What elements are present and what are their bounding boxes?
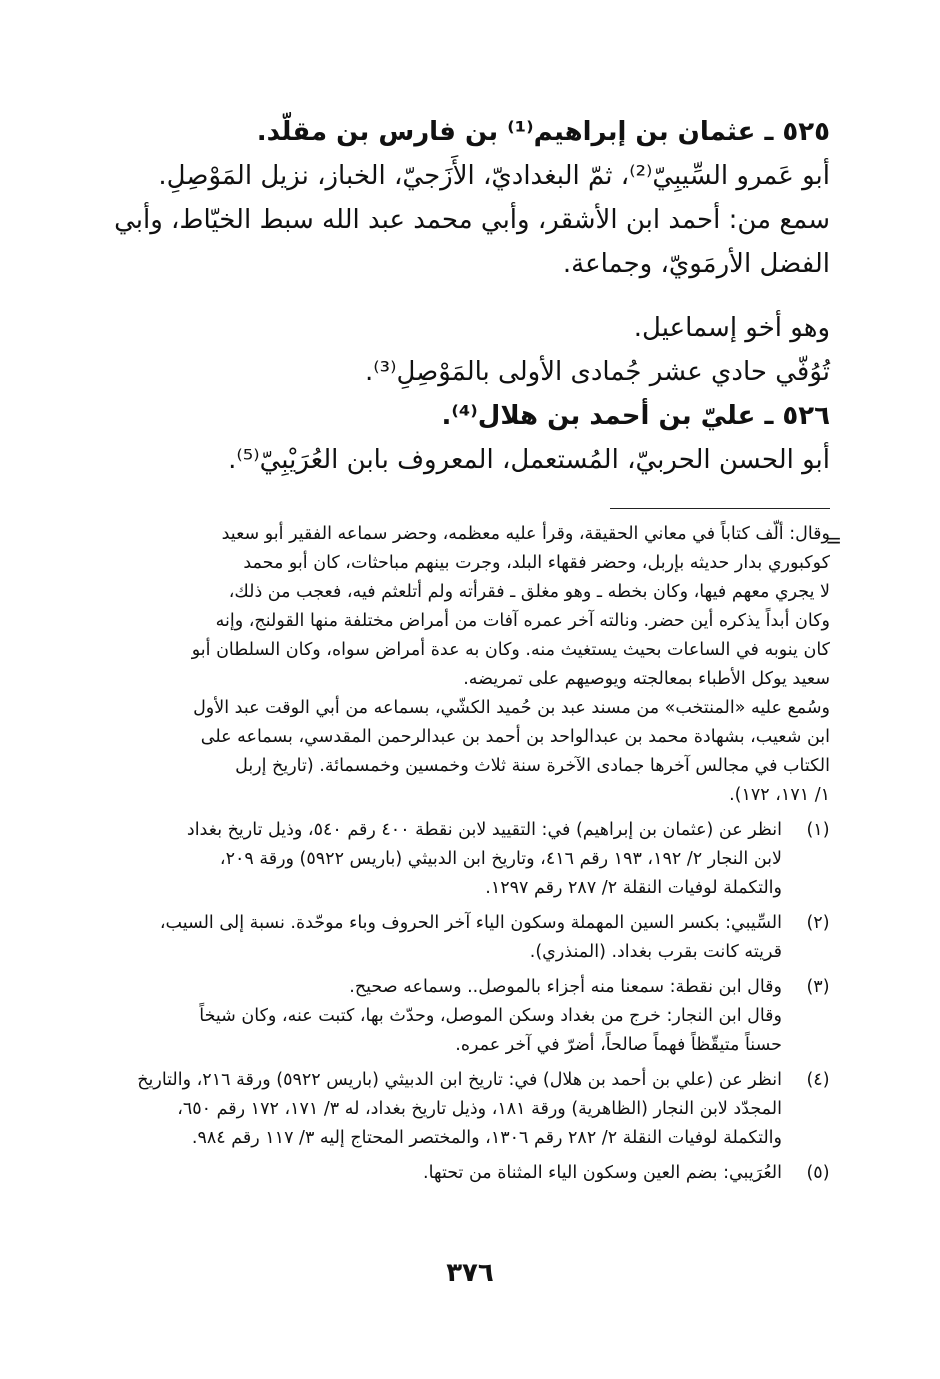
- footnote-number: (٢): [806, 913, 830, 933]
- entry-525-line: أبو عَمرو السِّيبِيّ⁽²⁾، ثمّ البغداديّ، الأَزَجيّ، الخباز، نزيل المَوْصِلِ.: [158, 161, 830, 191]
- footnote-continuation-line: وقال: ألّف كتاباً في معاني الحقيقة، وقرأ عليه معظمه، وحضر سماعه الفقير أبو سعيد: [221, 524, 830, 544]
- footnote-continuation-mark: =: [825, 528, 842, 552]
- entry-525-line: الفضل الأرمَويّ، وجماعة.: [562, 249, 830, 279]
- footnote-continuation-line: الكتاب في مجالس آخرها جمادى الآخرة سنة ثلاث وخمسين وخمسمائة. (تاريخ إربل: [235, 756, 830, 776]
- entry-525-line: تُوُفّي حادي عشر جُمادى الأولى بالمَوْصِلِ⁽³⁾.: [364, 357, 830, 387]
- footnote-line: والتكملة لوفيات النقلة ٢/ ٢٨٧ رقم ١٢٩٧.: [485, 878, 782, 898]
- footnote-divider: [610, 508, 830, 509]
- footnote-line: السِّيبي: بكسر السين المهملة وسكون الياء آخر الحروف وباء موحّدة. نسبة إلى السيب،: [159, 913, 782, 933]
- footnote-4: [115, 1066, 830, 1153]
- footnote-line: حسناً متيقّظاً فهماً صالحاً، أضرّ في آخر عمره.: [455, 1035, 782, 1055]
- footnotes-section: [115, 520, 830, 1188]
- footnote-line: قريته كانت بقرب بغداد. (المنذري).: [529, 942, 782, 962]
- footnote-continuation-line: سعيد يوكل الأطباء بمعالجته ويوصيهم على تمريضه.: [463, 669, 830, 689]
- footnote-line: وقال ابن النجار: خرج من بغداد وسكن الموصل، وحدّث بها، كتبت عنه، وكان شيخاً: [199, 1006, 782, 1026]
- footnote-continuation-line: كوكبوري بدار حديثه بإربل، وحضر فقهاء البلد، وجرت بينهم مباحثات، كان أبو محمد: [243, 553, 830, 573]
- footnote-line: لابن النجار ٢/ ١٩٢، ١٩٣ رقم ٤١٦، وتاريخ ابن الدبيثي (باريس ٥٩٢٢) ورقة ٢٠٩،: [219, 849, 782, 869]
- footnote-continuation-line: كان ينوبه في الساعات بحيث يستغيث منه. وكان به عدة أمراض سواه، وكان السلطان أبو: [191, 640, 830, 660]
- footnote-continuation-line: وسُمع عليه «المنتخب» من مسند عبد بن حُميد الكشّي، بسماعه من أبي الوقت عبد الأول: [193, 698, 830, 718]
- footnote-number: (٥): [806, 1163, 830, 1183]
- footnote-3: [115, 973, 830, 1060]
- footnote-continuation-line: لا يجري معهم فيها، وكان بخطه ـ وهو مغلق ـ فقرأته ولم أتلعثم فيه، فعجب من ذلك،: [228, 582, 830, 602]
- footnote-line: وقال ابن نقطة: سمعنا منه أجزاء بالموصل.. وسماعه صحيح.: [349, 977, 782, 997]
- footnote-continuation-line: وكان أبداً يذكره أين حضر. ونالته آخر عمره آفات من أمراض مختلفة منها القولنج، وإنه: [215, 611, 830, 631]
- page-number: ٣٧٦: [446, 1258, 494, 1288]
- entry-525-line: وهو أخو إسماعيل.: [633, 313, 830, 343]
- main-text: [110, 110, 830, 482]
- entry-526-heading: ٥٢٦ ـ عليّ بن أحمد بن هلال⁽⁴⁾.: [441, 401, 830, 431]
- footnote-line: انظر عن (عثمان بن إبراهيم) في: التقييد لابن نقطة ٤٠٠ رقم ٥٤٠، وذيل تاريخ بغداد: [186, 820, 782, 840]
- footnote-line: انظر عن (علي بن أحمد بن هلال) في: تاريخ ابن الدبيثي (باريس ٥٩٢٢) ورقة ٢١٦، والتاريخ: [137, 1070, 782, 1090]
- footnote-5: [115, 1159, 830, 1188]
- footnote-2: [115, 909, 830, 967]
- entry-525-heading: ٥٢٥ ـ عثمان بن إبراهيم⁽¹⁾ بن فارس بن مقلّد.: [256, 117, 830, 147]
- footnote-line: العُرَيبي: بضم العين وسكون الياء المثناة من تحتها.: [423, 1163, 782, 1183]
- footnote-line: المجدّد لابن النجار (الظاهرية) ورقة ١٨١، وذيل تاريخ بغداد، له ٣/ ١٧١، ١٧٢ رقم ٦٥٠،: [177, 1099, 782, 1119]
- footnote-1: [115, 816, 830, 903]
- footnote-continuation-line: ١/ ١٧١، ١٧٢).: [729, 785, 830, 805]
- footnote-number: (١): [806, 820, 830, 840]
- footnote-number: (٣): [806, 977, 830, 997]
- entry-525-line: سمع من: أحمد ابن الأشقر، وأبي محمد عبد الله سبط الخيّاط، وأبي: [114, 205, 830, 235]
- footnote-line: والتكملة لوفيات النقلة ٢/ ٢٨٢ رقم ١٣٠٦، والمختصر المحتاج إليه ٣/ ١١٧ رقم ٩٨٤.: [191, 1128, 782, 1148]
- entry-526-line: أبو الحسن الحربيّ، المُستعمل، المعروف بابن العُرَيْبِيّ⁽⁵⁾.: [228, 445, 830, 475]
- footnote-continuation-line: ابن شعيب، بشهادة محمد بن عبدالواحد بن أحمد بن عبدالرحمن المقدسي، بسماعه على: [200, 727, 830, 747]
- footnote-number: (٤): [806, 1070, 830, 1090]
- paragraph-gap: [110, 286, 830, 306]
